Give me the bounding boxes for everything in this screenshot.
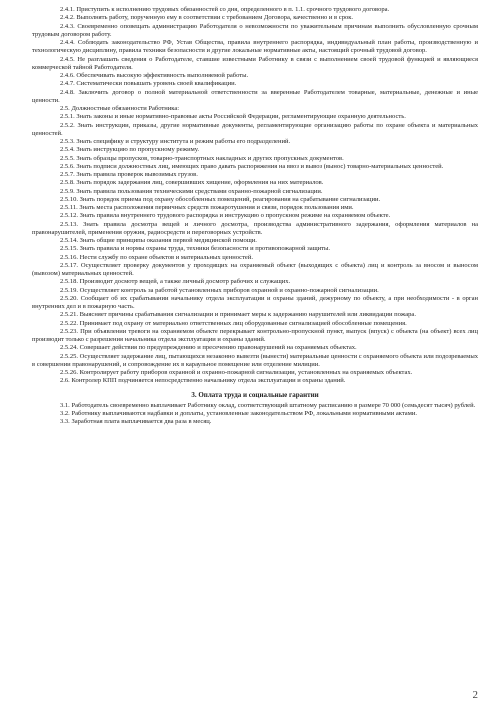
paragraph: 3.2. Работнику выплачиваются надбавки и доплаты, установленные законодательством РФ, локальными нормативными актами. — [60, 409, 417, 417]
paragraph: 2.5.6. Знать подписи должностных лиц, имеющих право давать распоряжения на ввоз и вывоз (вынос) товарно-материальных ценностей. — [60, 162, 444, 170]
paragraph: 2.5.25. Осуществляет задержание лиц, пытающихся незаконно вывезти (вынести) материальные ценности с охраняемого объекта или подозреваемых в совершении правонарушений, и сопровождение их в караульное помещение или отделение милиции. — [32, 352, 478, 368]
paragraph: 2.5.21. Выясняет причины срабатывания сигнализации и принимает меры к задержанию нарушителей или ликвидации пожара. — [60, 311, 416, 319]
paragraph: 2.5.2. Знать инструкции, приказы, другие нормативные документы, регламентирующие организацию работы по охране объекта и материальных ценностей. — [32, 121, 478, 137]
paragraph: 3.1. Работодатель своевременно выплачивает Работнику оклад, соответствующий штатному расписанию в размере 70 000 (семьдесят тысяч) рублей. — [60, 401, 476, 409]
paragraph: 2.5.15. Знать правила и нормы охраны труда, техники безопасности и противопожарной защиты. — [60, 245, 331, 253]
paragraph: 2.5.26. Контролирует работу приборов охранной и охранно-пожарной сигнализации, установленных на охраняемых объектах. — [60, 369, 413, 376]
paragraph: 2.5.4. Знать инструкцию по пропускному режиму. — [60, 146, 200, 154]
section-heading: 3. Оплата труда и социальные гарантии — [191, 390, 319, 399]
paragraph: 2.5.20. Сообщает об их срабатывании начальнику отдела эксплуатации и охраны зданий, дежурному по объекту, а при необходимости - в орган внутренних дел и в пожарную часть. — [32, 294, 478, 310]
paragraph: 2.5.9. Знать правила пользования техническими средствами охранно-пожарной сигнализации. — [60, 187, 323, 195]
paragraph: 2.5.7. Знать правила проверок вывозимых грузов. — [60, 171, 198, 178]
paragraph: 2.5.13. Знать правила досмотра вещей и личного досмотра, производства административного задержания, оформления материалов на правонарушителей, применения оружия, радиосредств и переговорных устройств. — [32, 220, 478, 236]
paragraph: 2.4.2. Выполнять работу, порученную ему в соответствии с требованием Договора, качественно и в срок. — [60, 14, 354, 22]
paragraph: 2.5.12. Знать правила внутреннего трудового распорядка и инструкцию о пропускном режиме на охраняемом объекте. — [60, 212, 391, 220]
paragraph: 2.5.24. Совершает действия по предупреждению и пресечению правонарушений на охраняемых объектах. — [60, 344, 357, 352]
paragraph: 2.5.22. Принимает под охрану от материально ответственных лиц оборудованные сигнализацией обособленные помещения. — [60, 319, 407, 327]
paragraph: 2.4.5. Не разглашать сведения о Работодателе, ставшие известными Работнику в связи с выполнением своей трудовой функцией и являющиеся коммерческой тайной Работодателя. — [32, 55, 478, 71]
paragraph: 2.5.1. Знать законы и иные нормативно-правовые акты Российской Федерации, регламентирующие охранную деятельность. — [60, 113, 406, 121]
paragraph: 2.5.3. Знать специфику и структуру института и режим работы его подразделений. — [60, 138, 291, 145]
paragraph: 2.5.17. Осуществляет проверку документов у проходящих на охраняемый объект (выходящих с объекта) лиц и контроль за вносом и выносом (вывозом) материальных ценностей. — [32, 261, 478, 277]
paragraph: 2.5.23. При объявлении тревоги на охраняемом объекте перекрывает контрольно-пропускной пункт, выпуск (впуск) с объекта (на объект) всех лиц производит только с разрешения начальника отдела эксплуатации и охраны зданий. — [32, 327, 478, 343]
contract-section-3 — [32, 402, 478, 427]
paragraph: 2.5.14. Знать общие принципы оказания первой медицинской помощи. — [60, 237, 257, 244]
paragraph: 2.5.8. Знать порядок задержания лиц, совершивших хищение, оформления на них материалов. — [60, 179, 324, 187]
paragraph: 2.4.6. Обеспечивать высокую эффективность выполняемой работы. — [60, 72, 249, 79]
paragraph: 2.4.4. Соблюдать законодательство РФ, Устав Общества, правила внутреннего распорядка, индивидуальный план работы, производственную и технологическую дисциплину, правила техники безопасности и другие локальные нормативные акты, настоящий срочный трудовой договор. — [32, 39, 478, 55]
paragraph: 2.5.18. Производит досмотр вещей, а также личный досмотр рабочих и служащих. — [60, 278, 291, 286]
page-number: 2 — [472, 689, 478, 701]
contract-section-2 — [32, 6, 478, 386]
paragraph: 3.3. Заработная плата выплачивается два раза в месяц. — [60, 418, 212, 425]
paragraph: 2.5.16. Нести службу по охране объектов и материальных ценностей. — [60, 253, 253, 261]
paragraph: 2.5.19. Осуществляет контроль за работой установленных приборов охранной и охранно-пожарной сигнализации. — [60, 286, 379, 294]
paragraph: 2.4.1. Приступить к исполнению трудовых обязанностей со дня, определенного в п. 1.1. срочного трудового договора. — [60, 6, 390, 13]
paragraph: 2.5. Должностные обязанности Работника: — [60, 105, 180, 112]
paragraph: 2.5.10. Знать порядок приема под охрану обособленных помещений, реагирования на срабатывание сигнализации. — [60, 195, 381, 203]
paragraph: 2.6. Контролер КПП подчиняется непосредственно начальнику отдела эксплуатации и охраны зданий. — [60, 377, 346, 385]
paragraph: 2.4.7. Систематически повышать уровень своей квалификации. — [60, 80, 237, 88]
paragraph: 2.5.11. Знать места расположения первичных средств пожаротушения и связи, порядок пользования ими. — [60, 204, 354, 211]
paragraph: 2.4.3. Своевременно оповещать администрацию Работодателя о невозможности по уважительным причинам выполнить обусловленную срочным трудовым договором работу. — [32, 22, 478, 38]
paragraph: 2.5.5. Знать образцы пропусков, товарно-транспортных накладных и других пропускных документов. — [60, 154, 344, 162]
paragraph: 2.4.8. Заключить договор о полной материальной ответственности за вверенные Работодателем товарные, материальные, денежные и иные ценности. — [32, 88, 478, 104]
